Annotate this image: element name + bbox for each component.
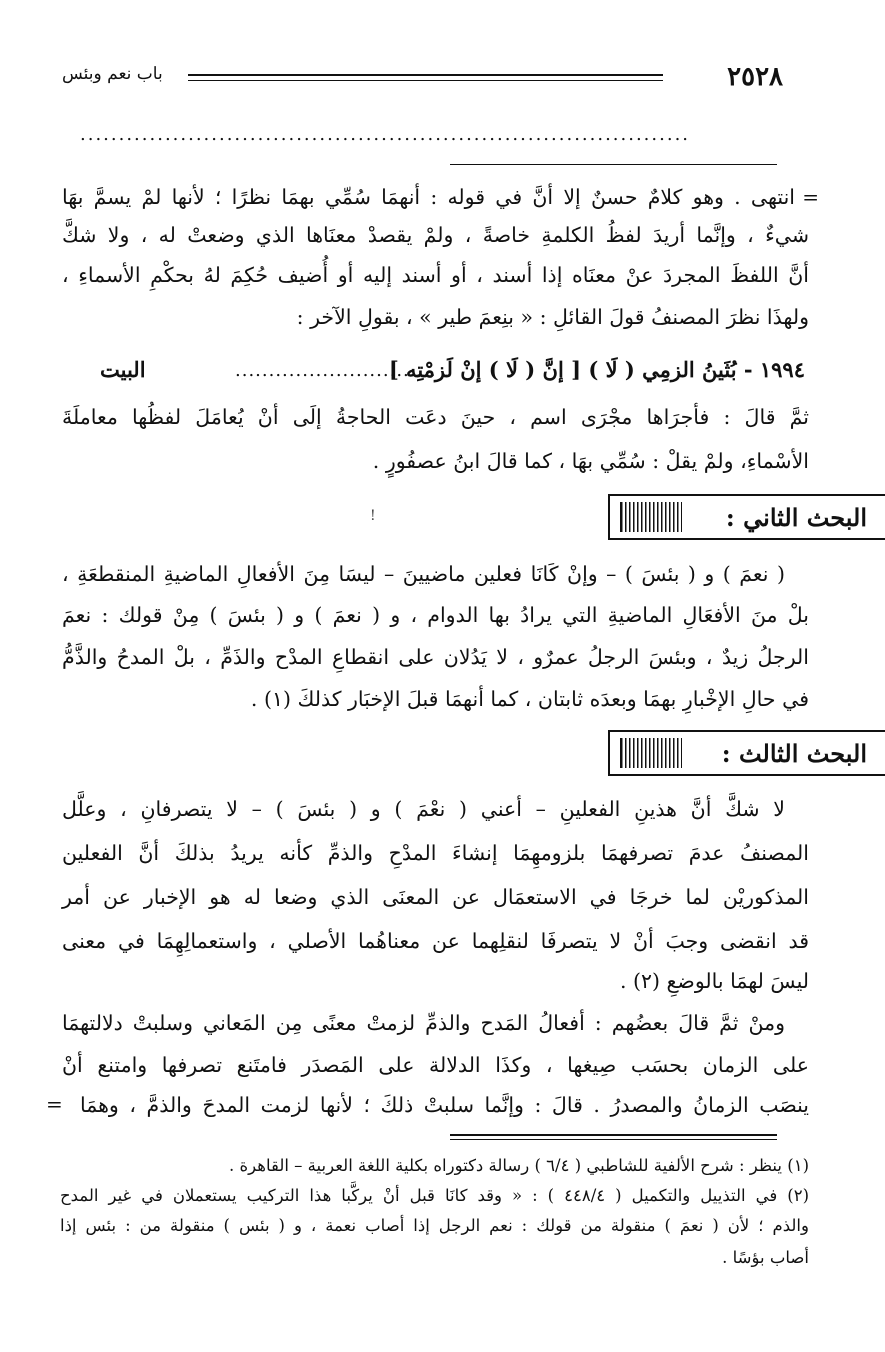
section-heading: البحث الثالث : — [721, 738, 867, 768]
paragraph-line: ومنْ ثمَّ قالَ بعضُهم : أفعالُ المَدح والذمِّ لزمتْ معنًى مِن المَعاني وسلبتْ دلالتهمَا — [62, 1011, 785, 1035]
section-heading: البحث الثاني : — [725, 502, 867, 532]
continuation-mark: = — [802, 185, 819, 209]
paragraph-line: ينصَب الزمانُ والمصدرُ . قالَ : وإنَّما سلبتْ ذلكَ ؛ لأنها لزمت المدحَ والذمَّ ، وهمَا — [80, 1093, 809, 1117]
header-rule — [188, 74, 663, 76]
continuation-mark: = — [46, 1092, 63, 1116]
separator-rule — [450, 164, 777, 165]
footnote-line: أصاب بؤسًا . — [722, 1248, 809, 1267]
page-number: ٢٥٢٨ — [727, 62, 783, 92]
paragraph-line: انتهى . وهو كلامٌ حسنٌ إلا أنَّ في قوله : أنهمَا سُمِّي بهمَا نظرًا ؛ لأنها لمْ يسمَّ بهَا — [62, 185, 795, 209]
footnote-line: (١) ينظر : شرح الألفية للشاطبي ( ٦/٤ ) رسالة دكتوراه بكلية اللغة العربية – القاهرة . — [229, 1156, 809, 1175]
section-heading-box — [608, 494, 885, 540]
stray-mark: ! — [370, 508, 376, 524]
footnote-rule-thin — [450, 1139, 777, 1140]
paragraph-line: الرجلُ زيدٌ ، وبئسَ الرجلُ عمرٌو ، لا يَدُلان على انقطاعِ المدْح والذَمِّ ، بلْ المدحُ والذَّمُّ — [62, 645, 809, 669]
footnote-line: (٢) في التذييل والتكميل ( ٤٤٨/٤ ) : « وقد كانَا قبل أنْ يركَّبا هذا التركيب يستعملان في غير المدح — [60, 1186, 809, 1205]
header-rule-thin — [188, 80, 663, 81]
paragraph-line: أنَّ اللفظَ المجردَ عنْ معنَاه إذا أسند ، أو أسند إليه أو أُضيف حُكِمَ لهُ بحكْمِ الأسماءِ ، — [62, 263, 809, 287]
paragraph-line: ثمَّ قالَ : فأجرَاها مجْرَى اسم ، حينَ دعَت الحاجةُ إلَى أنْ يُعامَلَ لفظُها معاملَةَ — [62, 405, 809, 429]
paragraph-line: المصنفُ عدمَ تصرفهمَا بلزومهِمَا إنشاءَ المدْحِ والذمِّ كأنه يريدُ بذلكَ أنَّ الفعلين — [62, 841, 809, 865]
paragraph-line: بلْ منَ الأفعَالِ الماضيةِ التي يرادُ بها الدوام ، و ( نعمَ ) و ( بئسَ ) مِنْ قولك : نعمَ — [62, 603, 809, 627]
paragraph-line: قد انقضى وجبَ أنْ لا يتصرفَا لنقلِهما عن معناهُما الأصلي ، واستعمالِهِمَا في معنى — [62, 929, 809, 953]
section-heading-box — [608, 730, 885, 776]
paragraph-line: ليسَ لهمَا بالوضعِ (٢) . — [619, 969, 809, 993]
paragraph-line: ( نعمَ ) و ( بئسَ ) – وإنْ كَانَا فعلين ماضيينَ – ليسَا مِنَ الأفعالِ الماضيةِ المنقطعَةِ ، — [62, 562, 785, 586]
continuation-dots: ............................................................................... — [80, 124, 691, 145]
paragraph-line: على الزمان بحسَب صِيغها ، وكذَا الدلالة على المَصدَر فامتَنع تصرفها وامتنع أنْ — [62, 1053, 809, 1077]
paragraph-line: في حالِ الإخْبارِ بهمَا وبعدَه ثابتان ، كما أنهمَا قبلَ الإخبَار كذلكَ (١) . — [250, 687, 809, 711]
paragraph-line: شيءٌ ، وإنَّما أريدَ لفظُ الكلمةِ خاصةً ، ولمْ يقصدْ معنَاها الذي وضعتْ له ، ولا شكَّ — [62, 223, 809, 247]
hatch-ornament — [620, 738, 682, 768]
paragraph-line: ولهذَا نظرَ المصنفُ قولَ القائلِ : « بنِعمَ طير » ، بقولِ الآخر : — [296, 305, 809, 329]
footnote-rule — [450, 1134, 777, 1136]
footnote-line: والذم ؛ لأن ( نعمَ ) منقولة من قولك : نعم الرجل إذا أصاب نعمة ، و ( بئس ) منقولة من : بئس إذا — [60, 1216, 809, 1235]
verse-label: البيت — [100, 357, 146, 382]
verse-citation: ١٩٩٤ - بُثَينُ الزمِي ( لَا ) [ إنَّ ( لَا ) إنْ لَزمْتِه ] — [388, 357, 805, 382]
running-title: باب نعم وبئس — [62, 64, 163, 84]
paragraph-line: المذكوريْن لما خرجَا في الاستعمَال عن المعنَى الذي وضعا له هو الإخبار عن أمر — [62, 885, 809, 909]
paragraph-line: لا شكَّ أنَّ هذينِ الفعلينِ – أعني ( نعْمَ ) و ( بئسَ ) – لا يتصرفانِ ، وعلَّل — [62, 797, 785, 821]
paragraph-line: الأسْماءِ، ولمْ يقلْ : سُمِّي بهَا ، كما قالَ ابنُ عصفُورٍ . — [372, 449, 809, 473]
verse-dots: .............................. — [235, 360, 437, 381]
hatch-ornament — [620, 502, 682, 532]
